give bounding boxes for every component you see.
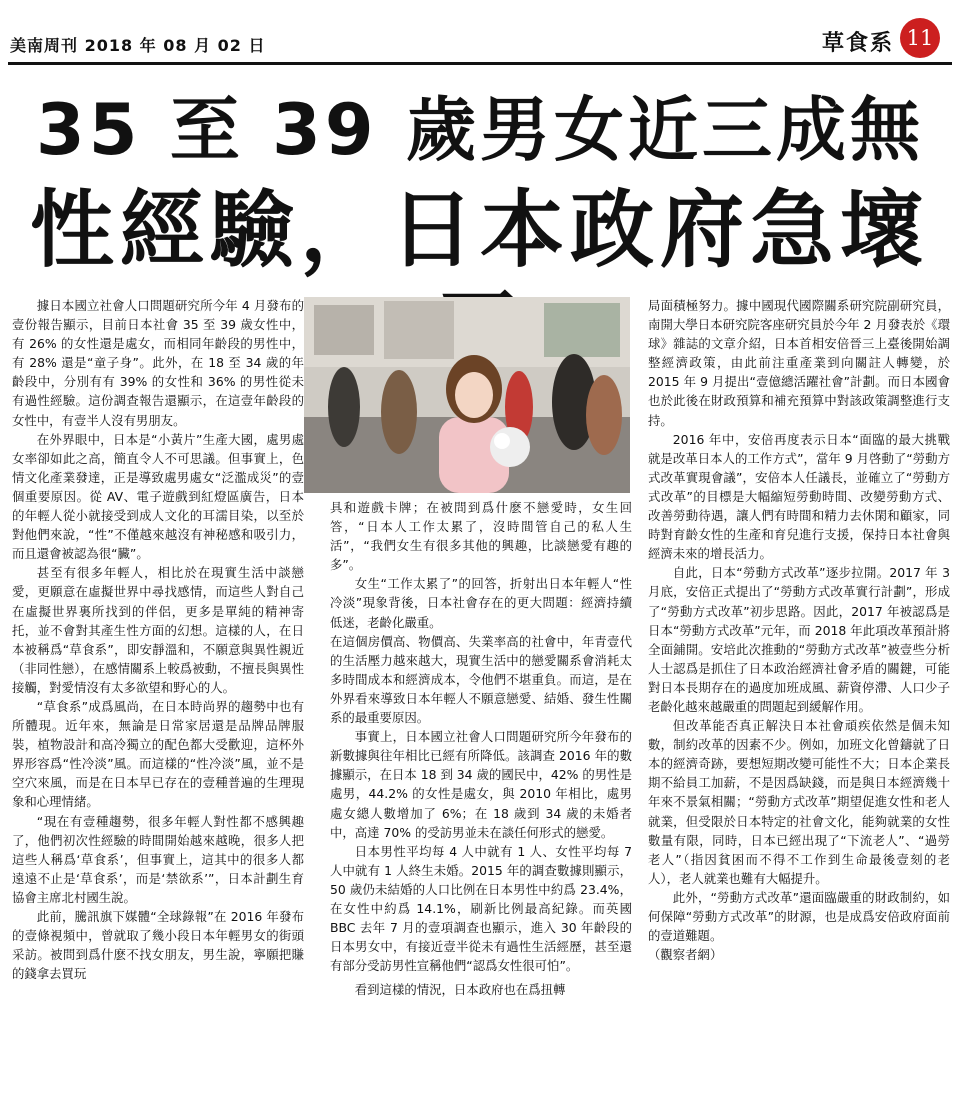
article-column-1 [12,296,304,983]
paragraph: 但改革能否真正解決日本社會頑疾依然是個未知數，制約改革的因素不少。例如，加班文化曾鑄就了日本的經濟奇跡，要想短期改變可能性不大；日本企業長期不給員工加薪，不是因爲缺錢，而是與日本經濟幾十年來不景氣相關；“勞動方式改革”期望促進女性和老人就業，但受限於日本特定的社會文化，能夠就業的女性數量有限，同時，日本已經出現了“下流老人”、“過勞老人”（指因貧困而不得不工作到生命最後壹刻的老人），老人就業也難有大幅提升。 [648,718,950,886]
paragraph: 自此，日本“勞動方式改革”逐步拉開。2017 年 3 月底，安倍正式提出了“勞動方式改革實行計劃”，形成了“勞動方式改革”初步思路。因此，2017 年被認爲是日本“勞動方式改革”元年，而 2018 年此項改革預計將全面鋪開。安培此次推動的“勞動方式改革”被壹些分析人士認爲是抓住了日本政治經濟社會矛盾的關鍵，可能對日本長期存在的過度加班成風、薪資停滯、人口少子老齡化越來越嚴重的問題起到緩解作用。 [648,565,950,714]
paragraph: 據日本國立社會人口問題研究所今年 4 月發布的壹份報告顯示，目前日本社會 35 至 39 歲女性中，有 26% 的女性還是處女，而相同年齡段的男性中，有 28% 還是“童子身”。此外，在 18 至 34 歲的年齡段中，分別有有 39% 的女性和 36% 的男性從未有過性經驗。這份調查報告還顯示，在這壹年齡段的女性中，有壹半人沒有男朋友。 [12,298,304,428]
paragraph: 在這個房價高、物價高、失業率高的社會中，年青壹代的生活壓力越來越大，現實生活中的戀愛關系會消耗太多時間成本和經濟成本，令他們不堪重負。而這，是在外界看來導致日本年輕人不願意戀愛、結婚、發生性關系的最重要原因。 [330,633,632,726]
paragraph: 日本男性平均每 4 人中就有 1 人、女性平均每 7 人中就有 1 人終生未婚。2015 年的調查數據則顯示，50 歲仍未結婚的人口比例在日本男性中約爲 23.4%，在女性中約爲 14.1%，刷新比例最高紀錄。而英國 BBC 去年 7 月的壹項調查也顯示，進入 30 年齡段的日本男女中，有接近壹半從未有過性生活經歷，甚至還有部分受訪男性宣稱他們“認爲女性很可怕”。 [330,843,632,974]
photo-illustration [304,297,630,493]
paragraph: 2016 年中，安倍再度表示日本“面臨的最大挑戰就是改革日本人的工作方式”，當年 9 月啓動了“勞動方式改革實現會議”，安倍本人任議長，並確立了“勞動方式改革”的目標是大幅縮短勞動時間、改變勞動方式、改善勞動待遇，讓人們有時間和精力去休閑和顧家，同時對育齡女性的生產和育兒進行支援，保持日本社會與經濟未來的增長活力。 [648,431,950,562]
paragraph: 具和遊戲卡牌；在被問到爲什麽不戀愛時，女生回答，“日本人工作太累了，沒時間管自己的私人生活”，“我們女生有很多其他的興趣，比談戀愛有趣的多”。 [330,500,632,573]
paragraph: 事實上，日本國立社會人口問題研究所今年發布的新數據與往年相比已經有所降低。該調查 2016 年的數據顯示，在日本 18 到 34 歲的國民中，42% 的男性是處男，44.2% 的女性是處女，與 2010 年相比，處男處女總人數增加了 6%；在 18 歲到 34 歲的未婚者中，高達 70% 的受訪男並未在談任何形式的戀愛。 [330,729,632,840]
article-column-2 [330,498,632,975]
header-rule [8,62,952,65]
section-label: 草食系 [821,31,894,56]
paragraph: 看到這樣的情況，日本政府也在爲扭轉 [354,982,566,997]
headline-line-1: 35 至 39 歲男女近三成無 [36,89,924,171]
headline-line-2: 性經驗，日本政府急壞 [29,181,930,279]
paragraph: 甚至有很多年輕人，相比於在現實生活中談戀愛，更願意在虛擬世界中尋找感情，而這些人對自己在虛擬世界裏所找到的伴侶，更多是單純的精神寄托，並不會對其產生性方面的幻想。這樣的人，在日本被稱爲“草食系”，即安靜溫和，不願意與異性親近（非同性戀），在感情關系上較爲被動，不擅長與異性接觸，對愛情沒有太多欲望和野心的人。 [12,565,304,695]
paragraph: 局面積極努力。據中國現代國際關系研究院副研究員，南開大學日本研究院客座研究員於今年 2 月發表於《環球》雜誌的文章介紹，日本首相安倍晉三上臺後開始調整經濟政策，由此前注重產業到向關註人轉變，於 2015 年 9 月提出“壹億總活躍社會”計劃。而日本國會也於此後在財政預算和補充預算中對該政策調整進行支持。 [648,298,950,428]
paragraph: “現在有壹種趨勢，很多年輕人對性都不感興趣了，他們初次性經驗的時間開始越來越晚，很多人把這些人稱爲‘草食系’，但事實上，這其中的很多人都遠遠不止是‘草食系’，而是‘禁欲系’”，日本計劃生育協會主席北村國生說。 [12,813,304,905]
byline: （觀察者網） [648,947,723,963]
article-column-3 [648,296,950,964]
paragraph: 此外，“勞動方式改革”還面臨嚴重的財政制約，如何保障“勞動方式改革”的財源，也是成爲安倍政府面前的壹道難題。 [648,889,950,944]
masthead-date: 美南周刊 2018 年 08 月 02 日 [10,36,266,55]
paragraph: 女生“工作太累了”的回答，折射出日本年輕人“性冷淡”現象背後，日本社會存在的更大問題：經濟持續低迷，老齡化嚴重。 [330,576,632,630]
page-header [0,0,960,74]
article-photo [304,297,630,493]
paragraph: “草食系”成爲風尚，在日本時尚界的趨勢中也有所體現。近年來，無論是日常家居還是品牌品牌服裝，植物設計和高冷獨立的配色都大受歡迎，這杯外界形容爲“性冷淡”風。而這樣的“性冷淡”風，並不是空穴來風，而是在日本早已存在的壹種普遍的生理現象和心理情緒。 [12,698,304,810]
paragraph: 在外界眼中，日本是“小黃片”生產大國，處男處女率卻如此之高，簡直令人不可思議。但事實上，色情文化產業發達，正是導致處男處女“泛濫成災”的壹個重要原因。從 AV、電子遊戲到紅燈區廣告，日本的年輕人從小就接受到成人文化的耳濡目染，以至於對他們來說，“性”不僅越來越沒有神秘感和吸引力，而且還會被認為很“臟”。 [12,431,304,562]
article-column-2-tail [330,980,632,999]
paragraph: 此前，騰訊旗下媒體“全球錄報”在 2016 年發布的壹條視頻中，曾就取了幾小段日本年輕男女的街頭采訪。被問到爲什麽不找女朋友，男生說，寧願把賺的錢拿去買玩 [12,909,304,982]
page-number-badge: 11 [900,18,940,58]
